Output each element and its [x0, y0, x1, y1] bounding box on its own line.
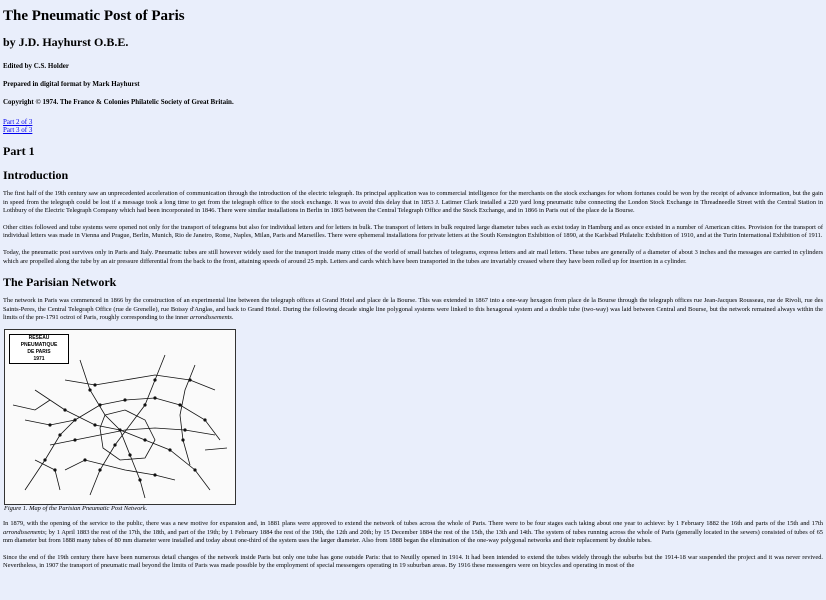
network-text: The network in Paris was commenced in 1866 by the construction of an experimental line between the telegraph offices at Grand Hotel and place de la Bourse. This was extended in 1867 into a one-way hexagon from place de la Bourse through the telegraph offices rue Jean-Jacques Rousseau, rue de Rivoli, rue des Saints-Peres, the Central Telegraph Office (rue de Grenelle), rue Boissy d'Anglas, and back to Grand Hotel. During the following decade single line polygonal systems were linked to this hexagonal system and a double tube (two-way) was laid between Central and Bourse, but the network remained always within the limits of the pre-1791 octroi of Paris, roughly corresponding to the inner: [3, 297, 823, 322]
network-map-image: [4, 329, 236, 505]
page-title: The Pneumatic Post of Paris: [3, 8, 185, 24]
editor-line: Edited by C.S. Holder: [3, 62, 69, 70]
byline: by J.D. Hayhurst O.B.E.: [3, 35, 129, 49]
copyright-line: Copyright © 1974. The France & Colonies Philatelic Society of Great Britain.: [3, 98, 234, 106]
network-emphasis: arrondissements: [3, 528, 46, 536]
network-emphasis: arrondissements: [189, 314, 232, 322]
map-title-line: 1971: [33, 355, 45, 362]
network-heading: The Parisian Network: [3, 275, 117, 290]
link-part-3[interactable]: Part 3 of 3: [3, 126, 33, 134]
intro-paragraph: The first half of the 19th century saw an unprecedented acceleration of communication through the introduction of the electric telegraph. Its principal application was to commercial intelligence for the merchants on the stock exchanges for whom fortunes could be won by the receipt of advance information, but the gain in speed from the telegraph could be lost if a message took a long time to get from the telegraph office to the stock exchange. It was to avoid this delay that in 1853 J. Latimer Clark installed a 220 yard long pneumatic tube connecting the London Stock Exchange in Threadneedle Street with the Central Station in Lothbury of the Electric Telegraph Company which had been incorporated in 1846. There were similar installations in Berlin in 1865 between the Central Telegraph Office and the Stock Exchange, and in 1866 in Paris out of the place de la Bourse.: [3, 190, 823, 215]
map-title-line: DE PARIS: [27, 348, 51, 355]
network-map-drawing: [5, 330, 235, 504]
figure: [4, 329, 236, 512]
figure-caption: Figure 1. Map of the Parisian Pneumatic Post Network.: [4, 504, 148, 512]
link-part-2[interactable]: Part 2 of 3: [3, 118, 33, 126]
network-paragraph: [3, 297, 823, 323]
part-links: [3, 118, 823, 134]
network-text: .: [231, 314, 234, 322]
network-text: ; by 1 April 1883 the rest of the 17th, the 18th, and part of the 19th; by 1 February 1884 the rest of the 19th, the 12th and 20th; by 15 December 1884 the rest of the 15th, the 13th and 14th. The system of tubes running across the whole of Paris (generally located in the sewers) consisted of tubes of 65 mm diameter but from 1888 many tubes of 80 mm diameter were installed and today about one-third of the system uses the larger diameter. Also from 1888 began the elimination of the one-way polygonal networks and their replacement by double tubes.: [3, 528, 823, 545]
network-text: In 1879, with the opening of the service to the public, there was a new motive for expansion and, in 1881 plans were approved to extend the network of tubes across the whole of Paris. There were to be four stages each taking about one year to achieve: by 1 February 1882 the 16th and parts of the 15th and 17th: [3, 519, 823, 527]
network-paragraph: [3, 520, 823, 546]
intro-paragraph: Today, the pneumatic post survives only in Paris and Italy. Pneumatic tubes are still however widely used for the transport inside many cities of the world of small batches of telegrams, express letters and air mail letters. These tubes are generally of a diameter of about 3 inches and the messages are carried in cylinders which are propelled along the tube by an air pressure differential from the back to the front, attaining speeds of around 25 mph. Letters and cards which have been transported in the tubes are invariably creased where they have been rolled up for insertion in a cylinder.: [3, 248, 823, 265]
network-paragraph: Since the end of the 19th century there have been numerous detail changes of the network inside Paris but only one tube has gone outside Paris: that to Neuilly opened in 1914. It had been intended to extend the tubes widely through the suburbs but the 1914-18 war suspended the project and it was never revived. Nevertheless, in 1907 the transport of pneumatic mail beyond the limits of Paris was made possible by the employment of special messengers operating in 19 suburban areas. By 1916 these messengers were on bicycles and operating in most of the: [3, 553, 823, 570]
map-title-line: RÉSEAU PNEUMATIQUE: [20, 334, 58, 348]
prepared-line: Prepared in digital format by Mark Hayhurst: [3, 80, 140, 88]
part-heading: Part 1: [3, 144, 35, 158]
intro-paragraph: Other cities followed and tube systems were opened not only for the transport of telegrams but also for individual letters and for letters in bulk. The transport of letters in bulk required large diameter tubes such as exist today in Hamburg and as once existed in a number of American cities. Provision for the transport of individual letters was made in Vienna and Prague, Berlin, Munich, Rio de Janeiro, Rome, Naples, Milan, Paris and Marseilles. There were ephemeral installations for private letters at the South Kensington Exhibition of 1890, at the Karlsbad Philatelic Exhibition of 1910, and at the Turin International Exhibition of 1911.: [3, 223, 823, 240]
introduction-heading: Introduction: [3, 168, 69, 182]
